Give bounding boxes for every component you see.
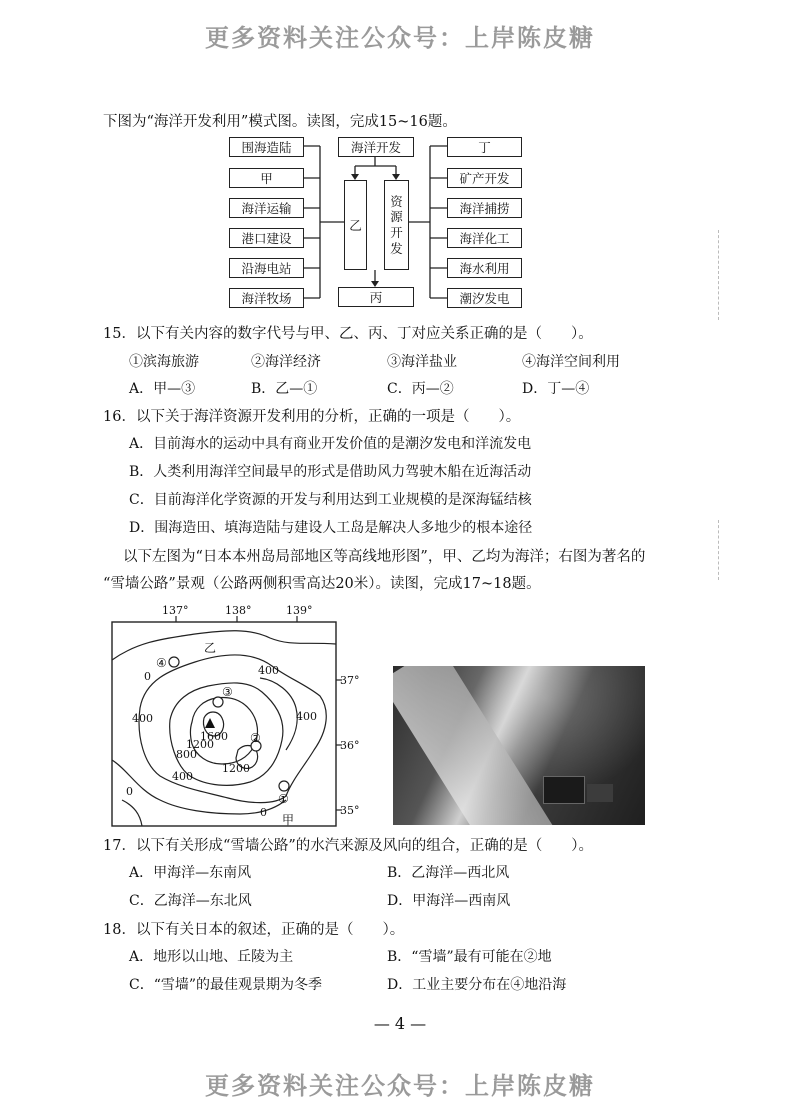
q16-stem: 16．以下关于海洋资源开发利用的分析，正确的一项是（ ）。 [103,409,521,425]
photo-vehicle [587,784,613,802]
lon-label-138: 138° [225,604,252,617]
contour-label-1600: 1600 [200,730,228,743]
lat-label-37: 37° [340,674,360,687]
photo-road [393,666,556,825]
q17-option-d: D．甲海洋—西南风 [387,893,511,909]
diagram-center-bottom-box: 丙 [338,287,414,307]
diagram-connectors [0,0,800,320]
diagram-left-box-1: 围海造陆 [229,137,304,157]
sea-label-jia: 甲 [282,813,295,827]
q16-option-a: A．目前海水的运动中具有商业开发价值的是潮汐发电和洋流发电 [129,436,532,452]
diagram-right-box-3: 海洋捕捞 [447,198,522,218]
diagram-right-box-6: 潮汐发电 [447,288,522,308]
point-label-3: ③ [222,685,233,699]
contour-map [100,600,360,830]
lon-label-139: 139° [286,604,313,617]
contour-label-800: 800 [176,748,197,761]
diagram-center-left-box: 乙 [344,180,367,270]
intro-text-1: 下图为“海洋开发利用”模式图。读图，完成15~16题。 [103,114,457,130]
q17-option-b: B．乙海洋—西北风 [387,865,510,881]
lat-label-35: 35° [340,804,360,817]
q17-option-a: A．甲海洋—东南风 [129,865,252,881]
diagram-resource-char-3: 开 [390,225,403,240]
point-label-1: ① [278,792,289,806]
watermark-top: 更多资料关注公众号：上岸陈皮糖 [205,24,595,52]
intro-text-2-line-2: “雪墙公路”景观（公路两侧积雪高达20米）。读图，完成17~18题。 [103,576,541,592]
diagram-left-box-2: 甲 [229,168,304,188]
contour-label-1200-w: 1200 [186,738,214,751]
q18-stem: 18．以下有关日本的叙述，正确的是（ ）。 [103,922,405,938]
q15-item-2: ②海洋经济 [251,354,321,370]
diagram-right-box-1: 丁 [447,137,522,157]
point-label-2: ② [250,731,261,745]
contour-label-400-e: 400 [296,710,317,723]
diagram-right-box-2: 矿产开发 [447,168,522,188]
diagram-center-right-box [384,180,409,270]
edge-dash-1 [718,230,719,320]
watermark-bottom: 更多资料关注公众号：上岸陈皮糖 [205,1072,595,1100]
contour-label-400-n: 400 [258,664,279,677]
point-label-4: ④ [156,656,167,670]
snow-wall-road-photo [393,666,645,825]
diagram-left-box-3: 海洋运输 [229,198,304,218]
contour-label-400-w: 400 [132,712,153,725]
q16-option-d: D．围海造田、填海造陆与建设人工岛是解决人多地少的根本途径 [129,520,533,536]
sea-label-yi: 乙 [204,641,217,655]
q15-item-1: ①滨海旅游 [129,354,199,370]
q15-option-c: C．丙—② [387,381,454,397]
diagram-left-box-6: 海洋牧场 [229,288,304,308]
contour-label-0-nw: 0 [144,670,151,683]
point-1-circle [279,781,289,791]
diagram-center-top-box: 海洋开发 [338,137,414,157]
diagram-right-box-5: 海水利用 [447,258,522,278]
diagram-resource-char-4: 发 [390,240,403,256]
diagram-left-box-4: 港口建设 [229,228,304,248]
diagram-left-box-5: 沿海电站 [229,258,304,278]
q15-item-3: ③海洋盐业 [387,354,457,370]
photo-bus [543,776,585,804]
q15-option-d: D．丁—④ [522,381,590,397]
contour-label-0-s: 0 [260,806,267,819]
diagram-resource-char-2: 源 [390,209,403,225]
diagram-resource-char-1: 资 [390,193,403,209]
q15-option-b: B．乙—① [251,381,318,397]
q17-stem: 17．以下有关形成“雪墙公路”的水汽来源及风向的组合，正确的是（ ）。 [103,838,594,854]
q18-option-b: B．“雪墙”最有可能在②地 [387,949,552,965]
q18-option-a: A．地形以山地、丘陵为主 [129,949,294,965]
q16-option-b: B．人类利用海洋空间最早的形式是借助风力驾驶木船在近海活动 [129,464,532,480]
contour-label-0-sw: 0 [126,785,133,798]
point-4-circle [169,657,179,667]
intro-text-2-line-1: 以下左图为“日本本州岛局部地区等高线地形图”，甲、乙均为海洋；右图为著名的 [123,549,646,565]
q16-option-c: C．目前海洋化学资源的开发与利用达到工业规模的是深海锰结核 [129,492,532,508]
lat-label-36: 36° [340,739,360,752]
page-number: — 4 — [373,1014,427,1033]
lon-label-137: 137° [162,604,189,617]
q17-option-c: C．乙海洋—东北风 [129,893,252,909]
contour-label-400-sw: 400 [172,770,193,783]
q18-option-d: D．工业主要分布在④地沿海 [387,977,567,993]
edge-dash-2 [718,520,719,580]
q15-option-a: A．甲—③ [129,381,196,397]
diagram-right-box-4: 海洋化工 [447,228,522,248]
q18-option-c: C．“雪墙”的最佳观景期为冬季 [129,977,323,993]
q15-stem: 15．以下有关内容的数字代号与甲、乙、丙、丁对应关系正确的是（ ）。 [103,326,593,342]
q15-item-4: ④海洋空间利用 [522,354,620,370]
contour-label-1200-s: 1200 [222,762,250,775]
